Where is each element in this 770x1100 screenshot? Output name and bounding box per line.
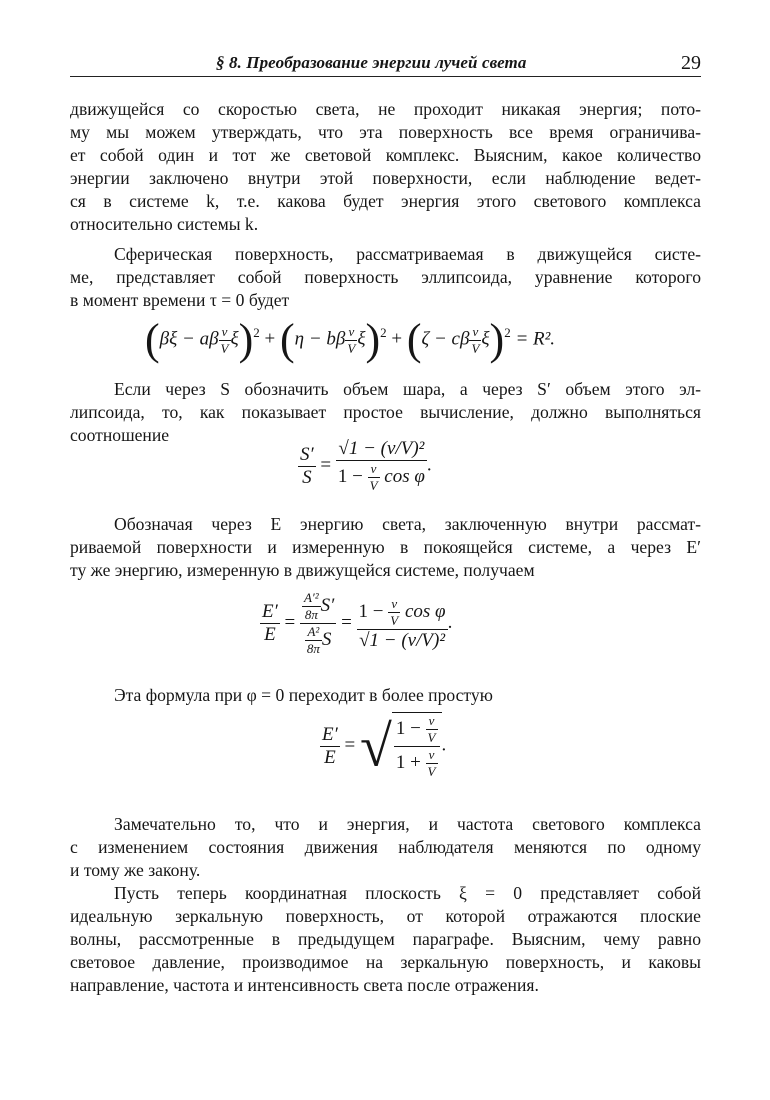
text-line: в момент времени τ = 0 будет [70,290,290,311]
eq-rhs: = R². [515,328,556,350]
exponent: 2 [253,325,260,341]
text-line: риваемой поверхности и измеренную в покоящейся системе, а через E′ [70,537,701,558]
exponent: 2 [380,325,387,341]
paren-close: ) [489,315,505,364]
paragraph-4 [70,513,701,582]
ellipsoid-equation [145,315,556,364]
fraction-compound: $\frac{\text{A′²}}{8\pi}$ S′ $\frac{\text{A²}}{8\pi}$ S [300,590,336,657]
fraction-s-ratio: $\frac{S'}{S}$ [300,443,314,488]
eq-term: ζ − cβ [421,328,470,350]
eq-symbol: ξ [357,328,366,350]
paren-close: ) [238,315,254,364]
eq-term: βξ − aβ [159,328,219,350]
paragraph-5 [70,684,701,707]
text-line: Обозначая через E энергию света, заключенную внутри рассмат- [114,514,701,534]
equals-sign: = [284,611,296,633]
fraction-v-over-V: $\frac{v}{V}$ [220,323,229,356]
fraction-e-ratio: $\frac{E'}{E}$ [322,723,338,768]
equals-sign: = [341,611,352,633]
period: . [447,611,453,633]
fraction-v-over-V: $\frac{v}{V}$ [471,323,480,356]
fraction-cos: 1 − $\frac{v}{V}$ cos φ √1 − (v/V)² [358,595,446,651]
paren-open: ( [406,315,422,364]
eq-symbol: ξ [481,328,490,350]
section-title: § 8. Преобразование энергии лучей света [216,53,527,72]
text-line: Эта формула при φ = 0 переходит в более простую [114,685,493,705]
fraction-under-radical: 1 − $\frac{v}{V}$ 1 + $\frac{v}{V}$ [392,712,442,780]
text-line: соотношение [70,425,170,446]
text-line: с изменением состояния движения наблюдателя меняются по одному [70,837,701,858]
text-line: идеальную зеркальную поверхность, от которой отражаются плоские [70,906,701,927]
eq-symbol: ξ [230,328,239,350]
text-line: волны, рассмотренные в предыдущем параграфе. Выясним, чему равно [70,929,701,950]
radical-sign: √ [359,713,392,779]
plus-sign: + [391,328,403,350]
text-line: ся в системе k, т.е. какова будет энергия этого светового комплекса [70,191,701,212]
paragraph-6 [70,813,701,882]
equals-sign: = [344,734,356,756]
simplified-energy-equation [320,712,446,780]
text-line: ет собой один и тот же световой комплекс. Выясним, какое количество [70,145,701,166]
text-line: направление, частота и интенсивность света после отражения. [70,975,539,996]
paren-close: ) [365,315,381,364]
text-line: Если через S обозначить объем шара, а через S′ объем этого эл- [114,379,701,399]
paren-open: ( [280,315,295,364]
paragraph-7 [70,882,701,997]
text-line: ту же энергию, измеренную в движущейся системе, получаем [70,560,535,581]
exponent: 2 [504,325,511,341]
paren-open: ( [145,315,160,364]
text-line: ме, представляет собой поверхность эллипсоида, уравнение которого [70,267,701,288]
text-line: движущейся со скоростью света, не проходит никакая энергия; пото- [70,99,701,119]
plus-sign: + [264,328,276,350]
page-number: 29 [681,52,701,74]
text-line: Сферическая поверхность, рассматриваемая в движущейся систе- [114,244,701,264]
text-line: относительно системы k. [70,214,259,235]
text-line: Замечательно то, что и энергия, и частота светового комплекса [114,814,701,834]
fraction-e-ratio: $\frac{E'}{E}$ [262,601,278,645]
volume-ratio-equation [298,438,432,494]
fraction-v-over-V: $\frac{v}{V}$ [347,323,356,356]
period: . [441,734,447,756]
paragraph-3 [70,378,701,447]
text-line: световое давление, производимое на зеркальную поверхность, и каковы [70,952,701,973]
paragraph-1 [70,98,701,237]
period: . [426,454,432,476]
text-line: Пусть теперь координатная плоскость ξ = 0 представляет собой [114,883,701,903]
text-line: му мы можем утверждать, что эта поверхность все время ограничива- [70,122,701,143]
text-line: энергии заключено внутри этой поверхности, если наблюдение ведет- [70,168,701,189]
equals-sign: = [320,454,332,476]
text-line: и тому же закону. [70,860,201,881]
energy-ratio-equation [260,590,452,657]
running-header [70,52,701,77]
text-line: липсоида, то, как показывает простое вычисление, должно выполняться [70,402,701,423]
eq-term: η − bβ [294,328,346,350]
fraction-rhs: √1 − (v/V)² 1 − $\frac{v}{V}$ cos φ [337,438,425,493]
paragraph-2 [70,243,701,312]
